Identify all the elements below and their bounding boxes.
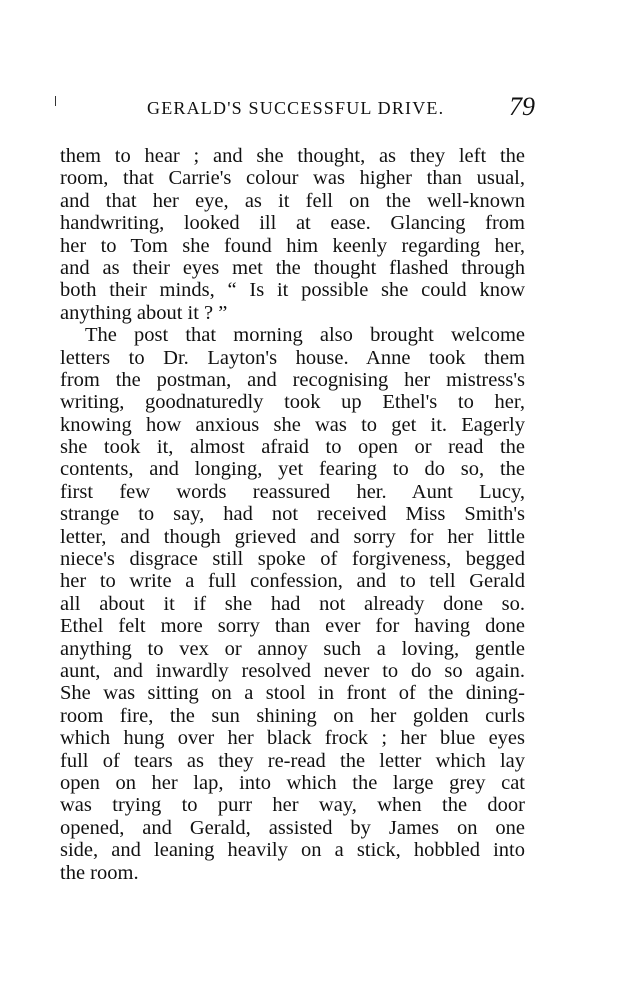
text-line: letter, and though grieved and sorry for her little	[60, 525, 525, 548]
text-line: which hung over her black frock ; her blue eyes	[60, 727, 525, 750]
margin-mark	[55, 96, 56, 106]
text-line: contents, and longing, yet fearing to do so, the	[60, 458, 525, 481]
text-line: and as their eyes met the thought flashed through	[60, 256, 525, 279]
text-line: from the postman, and recognising her mistress's	[60, 368, 525, 391]
text-line: aunt, and inwardly resolved never to do so again.	[60, 659, 525, 682]
page-header	[60, 92, 535, 132]
text-line: opened, and Gerald, assisted by James on one	[60, 816, 525, 839]
text-line: Ethel felt more sorry than ever for having done	[60, 615, 525, 638]
text-line: she took it, almost afraid to open or read the	[60, 436, 525, 459]
body-text	[60, 145, 525, 884]
running-head: GERALD'S SUCCESSFUL DRIVE.	[147, 98, 445, 118]
text-line: side, and leaning heavily on a stick, hobbled into	[60, 839, 525, 862]
text-line: writing, goodnaturedly took up Ethel's to her,	[60, 391, 525, 414]
text-line: her to Tom she found him keenly regarding her,	[60, 234, 525, 257]
text-line: full of tears as they re-read the letter which lay	[60, 749, 525, 772]
text-line: anything about it ? ”	[60, 301, 228, 324]
text-line: knowing how anxious she was to get it. Eagerly	[60, 413, 525, 436]
text-line: anything to vex or annoy such a loving, gentle	[60, 637, 525, 660]
text-line: her to write a full confession, and to tell Gerald	[60, 570, 525, 593]
page-number: 79	[509, 92, 535, 121]
text-line: room fire, the sun shining on her golden curls	[60, 704, 525, 727]
text-line: strange to say, had not received Miss Smith's	[60, 503, 525, 526]
text-line: niece's disgrace still spoke of forgiveness, begged	[60, 548, 525, 571]
text-line: She was sitting on a stool in front of the dining-	[60, 682, 525, 705]
text-line: them to hear ; and she thought, as they left the	[60, 145, 525, 167]
text-line: and that her eye, as it fell on the well-known	[60, 189, 525, 212]
text-line: first few words reassured her. Aunt Lucy,	[60, 480, 525, 503]
text-line: handwriting, looked ill at ease. Glancing from	[60, 212, 525, 235]
text-line: both their minds, “ Is it possible she could know	[60, 279, 525, 302]
text-line: all about it if she had not already done so.	[60, 592, 525, 615]
text-line: The post that morning also brought welcome	[85, 324, 525, 347]
text-line: was trying to purr her way, when the door	[60, 794, 525, 817]
text-line: open on her lap, into which the large grey cat	[60, 771, 525, 794]
text-line: letters to Dr. Layton's house. Anne took them	[60, 346, 525, 369]
text-line: the room.	[60, 861, 139, 884]
text-line: room, that Carrie's colour was higher than usual,	[60, 167, 525, 190]
